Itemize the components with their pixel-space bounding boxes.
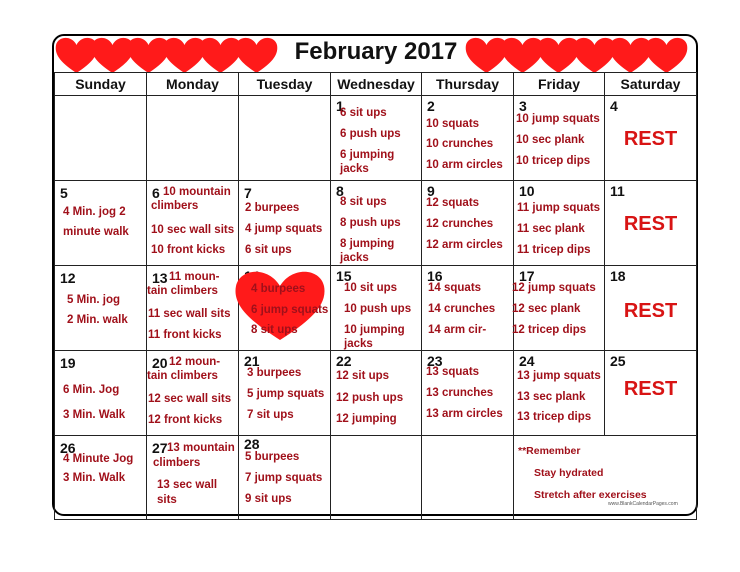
day-number: 28	[244, 436, 260, 452]
exercise-line: 3 Min. Walk	[63, 472, 126, 484]
day-cell	[605, 351, 697, 436]
exercise-line: 14 crunches	[428, 303, 496, 315]
exercise-line: 12 jump squats	[512, 282, 596, 294]
rest-label: REST	[623, 378, 678, 400]
exercise-line: 8 sit ups	[251, 324, 298, 336]
day-cell	[147, 181, 239, 266]
rest-label: REST	[623, 300, 678, 322]
exercise-line: 6 sit ups	[245, 244, 292, 256]
exercise-line: 8 jumping jacks	[340, 238, 395, 264]
exercise-line: 12 tricep dips	[512, 324, 587, 336]
weekday-header-saturday: Saturday	[605, 73, 697, 96]
weekday-header-row	[55, 73, 697, 96]
day-number: 11	[610, 183, 625, 199]
right-heart-row	[464, 36, 680, 74]
day-cell	[55, 351, 147, 436]
exercise-line: 10 tricep dips	[516, 155, 591, 167]
exercise-line: 6 jumping jacks	[340, 149, 395, 175]
day-number: 20	[152, 355, 168, 371]
exercise-line: 12 jumping	[336, 413, 397, 425]
exercise-line: 10 sit ups	[344, 282, 398, 294]
exercise-line: 11 sec wall sits	[148, 308, 231, 320]
exercise-line: 13 sec wall sits	[157, 479, 218, 506]
exercise-line: 4 Minute Jog	[63, 453, 134, 465]
exercise-line: 12 crunches	[426, 218, 494, 230]
day-cell	[605, 96, 697, 181]
left-heart-row	[54, 36, 270, 74]
day-cell	[239, 351, 331, 436]
exercise-line: 14 arm cir-	[428, 324, 487, 336]
exercise-line: 10 jumping jacks	[344, 324, 405, 350]
exercise-line: 13 squats	[426, 366, 480, 378]
day-cell	[514, 266, 605, 351]
exercise-line: 13 crunches	[426, 387, 494, 399]
exercise-line: 10 squats	[426, 118, 480, 130]
exercise-line: 10 mountain climbers	[151, 186, 231, 212]
week-row	[55, 96, 697, 181]
day-number: 15	[336, 268, 352, 284]
day-cell-empty	[331, 436, 422, 520]
day-number: 27	[152, 440, 168, 456]
day-number: 3	[519, 98, 527, 114]
day-cell	[55, 266, 147, 351]
day-cell	[331, 266, 422, 351]
exercise-line: 3 Min. Walk	[63, 409, 126, 421]
exercise-line: 12 moun- tain climbers	[147, 356, 221, 382]
exercise-line: 9 sit ups	[245, 493, 292, 505]
exercise-line: 12 squats	[426, 197, 480, 209]
day-cell	[422, 181, 514, 266]
day-number: 4	[610, 98, 618, 114]
exercise-line: 12 sec wall sits	[148, 393, 232, 405]
day-number: 24	[519, 353, 535, 369]
day-cell	[422, 96, 514, 181]
calendar-title: February 2017	[294, 38, 458, 65]
exercise-line: 12 push ups	[336, 392, 404, 404]
exercise-line: 14 squats	[428, 282, 482, 294]
day-number: 8	[336, 183, 344, 199]
day-cell	[331, 96, 422, 181]
exercise-line: 4 Min. jog 2 minute walk	[63, 206, 129, 238]
exercise-line: 13 mountain climbers	[153, 442, 235, 469]
site-credit: www.BlankCalendarPages.com	[608, 501, 678, 507]
exercise-line: 13 arm circles	[426, 408, 503, 420]
day-cell	[514, 351, 605, 436]
week-row	[55, 181, 697, 266]
exercise-line: 10 sec wall sits	[151, 224, 235, 236]
exercise-line: 10 arm circles	[426, 159, 503, 171]
exercise-line: 12 sit ups	[336, 370, 390, 382]
exercise-line: 11 front kicks	[148, 329, 222, 341]
weekday-header-wednesday: Wednesday	[331, 73, 422, 96]
rest-label: REST	[623, 128, 678, 150]
weekday-header-sunday: Sunday	[55, 73, 147, 96]
day-number: 21	[244, 353, 260, 369]
exercise-line: 2 burpees	[245, 202, 300, 214]
day-number: 23	[427, 353, 443, 369]
note-heading: **Remember	[518, 445, 581, 457]
day-cell-empty	[55, 96, 147, 181]
exercise-line: 4 burpees	[251, 283, 306, 295]
day-number: 16	[427, 268, 443, 284]
exercise-line: 5 Min. jog	[67, 294, 121, 306]
exercise-line: 7 jump squats	[245, 472, 323, 484]
exercise-line: 6 jump squats	[251, 304, 329, 316]
day-number: 12	[60, 270, 76, 286]
day-cell-empty	[147, 96, 239, 181]
day-number: 17	[519, 268, 535, 284]
exercise-line: 8 push ups	[340, 217, 401, 229]
day-cell	[55, 436, 147, 520]
exercise-line: 10 jump squats	[516, 113, 600, 125]
day-cell	[605, 181, 697, 266]
exercise-line: 12 sec plank	[512, 303, 581, 315]
heart-icon	[644, 36, 689, 74]
exercise-line: 10 push ups	[344, 303, 412, 315]
note-line: Stretch after exercises	[534, 489, 647, 501]
day-number: 5	[60, 185, 68, 201]
day-number: 2	[427, 98, 435, 114]
exercise-line: 8 sit ups	[340, 196, 387, 208]
weekday-header-monday: Monday	[147, 73, 239, 96]
week-row	[55, 436, 697, 520]
day-cell	[147, 351, 239, 436]
day-cell	[147, 436, 239, 520]
day-cell	[147, 266, 239, 351]
exercise-line: 11 tricep dips	[517, 244, 591, 256]
exercise-line: 11 moun- tain climbers	[147, 271, 220, 297]
day-cell	[605, 266, 697, 351]
exercise-line: 13 tricep dips	[517, 411, 592, 423]
note-line: Stay hydrated	[534, 467, 604, 479]
day-number: 26	[60, 440, 76, 456]
day-cell-empty	[422, 436, 514, 520]
day-number: 9	[427, 183, 435, 199]
day-cell-empty	[239, 96, 331, 181]
exercise-line: 11 sec plank	[517, 223, 585, 235]
day-cell	[514, 96, 605, 181]
day-number: 1	[336, 98, 344, 114]
day-number: 18	[610, 268, 626, 284]
exercise-line: 12 front kicks	[148, 414, 223, 426]
exercise-line: 10 sec plank	[516, 134, 585, 146]
day-number: 10	[519, 183, 535, 199]
day-cell	[55, 181, 147, 266]
week-row	[55, 266, 697, 351]
weekday-header-friday: Friday	[514, 73, 605, 96]
exercise-line: 3 burpees	[247, 367, 302, 379]
day-cell	[239, 436, 331, 520]
exercise-line: 6 sit ups	[340, 107, 387, 119]
exercise-line: 5 burpees	[245, 451, 300, 463]
exercise-line: 6 Min. Jog	[63, 384, 120, 396]
exercise-line: 2 Min. walk	[67, 314, 128, 326]
exercise-line: 13 jump squats	[517, 370, 601, 382]
day-cell	[331, 351, 422, 436]
exercise-line: 13 sec plank	[517, 391, 586, 403]
day-number: 19	[60, 355, 76, 371]
day-cell	[331, 181, 422, 266]
day-cell	[514, 181, 605, 266]
heart-icon	[234, 36, 279, 74]
week-row	[55, 351, 697, 436]
exercise-line: 6 push ups	[340, 128, 401, 140]
exercise-line: 4 jump squats	[245, 223, 323, 235]
exercise-line: 11 jump squats	[517, 202, 601, 214]
day-number: 22	[336, 353, 352, 369]
calendar-grid	[54, 72, 697, 520]
day-number: 6	[152, 185, 160, 201]
day-cell	[422, 351, 514, 436]
exercise-line: 10 front kicks	[151, 244, 226, 256]
exercise-line: 12 arm circles	[426, 239, 503, 251]
weekday-header-tuesday: Tuesday	[239, 73, 331, 96]
day-number: 25	[610, 353, 626, 369]
exercise-line: 7 sit ups	[247, 409, 294, 421]
rest-label: REST	[623, 213, 678, 235]
day-number: 7	[244, 185, 252, 201]
day-cell	[422, 266, 514, 351]
exercise-line: 5 jump squats	[247, 388, 325, 400]
weekday-header-thursday: Thursday	[422, 73, 514, 96]
day-cell	[239, 181, 331, 266]
day-number: 13	[152, 270, 168, 286]
exercise-line: 10 crunches	[426, 138, 494, 150]
